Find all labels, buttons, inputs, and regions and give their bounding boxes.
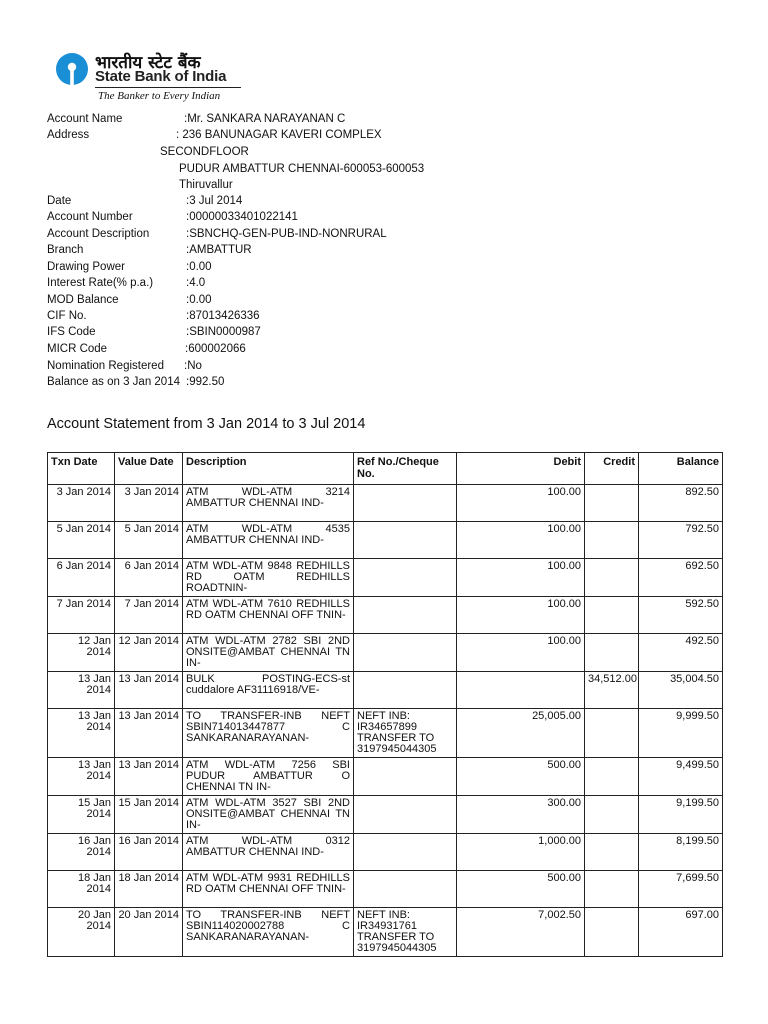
col-debit: Debit [457,453,585,485]
credit-cell [585,485,639,522]
col-txn-date: Txn Date [48,453,115,485]
nomination-value: :No [184,360,202,372]
description-cell: BULK POSTING-ECS-st cuddalore AF31116918/VE- [183,672,354,709]
balance-cell: 7,699.50 [639,871,723,908]
txn-date-cell: 6 Jan 2014 [48,559,115,597]
ref-cell [354,758,457,796]
ref-cell [354,672,457,709]
description-cell: ATM WDL-ATM 7610 REDHILLS RD OATM CHENNAI OFF TNIN- [183,597,354,634]
debit-cell [457,672,585,709]
table-header-row [48,453,723,485]
bank-logo [55,50,255,102]
ref-cell: NEFT INB: IR34657899 TRANSFER TO 3197945044305 [354,709,457,758]
ref-cell [354,796,457,834]
table-row [48,871,723,908]
description-cell: TO TRANSFER-INB NEFT SBIN114020002788 C SANKARANARAYANAN- [183,908,354,957]
txn-date-cell: 13 Jan 2014 [48,758,115,796]
balance-cell: 892.50 [639,485,723,522]
balance-cell: 35,004.50 [639,672,723,709]
txn-date-cell: 20 Jan 2014 [48,908,115,957]
table-row [48,634,723,672]
txn-date-cell: 7 Jan 2014 [48,597,115,634]
txn-date-cell: 13 Jan 2014 [48,672,115,709]
balance-cell: 9,199.50 [639,796,723,834]
debit-cell: 1,000.00 [457,834,585,871]
ref-cell [354,485,457,522]
credit-cell [585,834,639,871]
drawing-power-value: :0.00 [186,261,212,273]
txn-date-cell: 5 Jan 2014 [48,522,115,559]
debit-cell: 25,005.00 [457,709,585,758]
address-line-4: Thiruvallur [179,179,233,191]
value-date-cell: 12 Jan 2014 [115,634,183,672]
address-label: Address [47,129,90,141]
account-name-label: Account Name [47,113,123,125]
address-line-2: SECONDFLOOR [160,146,249,158]
credit-cell [585,709,639,758]
bank-name: State Bank of India [95,68,227,85]
col-value-date: Value Date [115,453,183,485]
description-cell: ATM WDL-ATM 4535 AMBATTUR CHENNAI IND- [183,522,354,559]
ifs-label: IFS Code [47,326,96,338]
description-cell: ATM WDL-ATM 7256 SBI PUDUR AMBATTUR O CHENNAI TN IN- [183,758,354,796]
logo-divider [95,87,241,88]
credit-cell [585,559,639,597]
description-cell: ATM WDL-ATM 2782 SBI 2ND ONSITE@AMBAT CHENNAI TN IN- [183,634,354,672]
balance-cell: 792.50 [639,522,723,559]
value-date-cell: 13 Jan 2014 [115,709,183,758]
opening-balance-label: Balance as on 3 Jan 2014 [47,376,180,388]
credit-cell [585,796,639,834]
balance-cell: 692.50 [639,559,723,597]
ref-cell: NEFT INB: IR34931761 TRANSFER TO 3197945044305 [354,908,457,957]
description-cell: ATM WDL-ATM 3527 SBI 2ND ONSITE@AMBAT CHENNAI TN IN- [183,796,354,834]
value-date-cell: 13 Jan 2014 [115,758,183,796]
account-name-value: :Mr. SANKARA NARAYANAN C [184,113,346,125]
account-description-value: :SBNCHQ-GEN-PUB-IND-NONRURAL [186,228,387,240]
micr-label: MICR Code [47,343,108,355]
balance-cell: 9,999.50 [639,709,723,758]
table-row [48,597,723,634]
debit-cell: 100.00 [457,597,585,634]
mod-balance-label: MOD Balance [47,294,119,306]
col-ref: Ref No./Cheque No. [354,453,457,485]
ref-cell [354,634,457,672]
col-balance: Balance [639,453,723,485]
txn-date-cell: 16 Jan 2014 [48,834,115,871]
balance-cell: 492.50 [639,634,723,672]
ref-cell [354,597,457,634]
opening-balance-value: :992.50 [186,376,225,388]
account-number-label: Account Number [47,211,133,223]
mod-balance-value: :0.00 [186,294,212,306]
address-line-1: : 236 BANUNAGAR KAVERI COMPLEX [176,129,382,141]
table-row [48,672,723,709]
debit-cell: 500.00 [457,758,585,796]
debit-cell: 7,002.50 [457,908,585,957]
bank-name-hindi: भारतीय स्टेट बैंक [95,53,201,73]
debit-cell: 100.00 [457,485,585,522]
debit-cell: 300.00 [457,796,585,834]
interest-rate-value: :4.0 [186,277,206,289]
value-date-cell: 16 Jan 2014 [115,834,183,871]
value-date-cell: 15 Jan 2014 [115,796,183,834]
sbi-logo-icon [55,52,89,86]
micr-value: :600002066 [185,343,246,355]
credit-cell [585,522,639,559]
col-credit: Credit [585,453,639,485]
date-value: :3 Jul 2014 [186,195,243,207]
table-row [48,559,723,597]
description-cell: ATM WDL-ATM 0312 AMBATTUR CHENNAI IND- [183,834,354,871]
statement-title: Account Statement from 3 Jan 2014 to 3 Jul 2014 [47,416,366,432]
credit-cell: 34,512.00 [585,672,639,709]
value-date-cell: 7 Jan 2014 [115,597,183,634]
credit-cell [585,634,639,672]
address-line-3: PUDUR AMBATTUR CHENNAI-600053-600053 [179,163,425,175]
debit-cell: 500.00 [457,871,585,908]
account-description-label: Account Description [47,228,150,240]
txn-date-cell: 13 Jan 2014 [48,709,115,758]
transactions-table [47,452,723,957]
ref-cell [354,871,457,908]
balance-cell: 697.00 [639,908,723,957]
credit-cell [585,758,639,796]
ref-cell [354,522,457,559]
value-date-cell: 20 Jan 2014 [115,908,183,957]
txn-date-cell: 3 Jan 2014 [48,485,115,522]
cif-label: CIF No. [47,310,87,322]
txn-date-cell: 18 Jan 2014 [48,871,115,908]
table-row [48,834,723,871]
ref-cell [354,834,457,871]
balance-cell: 8,199.50 [639,834,723,871]
col-description: Description [183,453,354,485]
table-row [48,796,723,834]
credit-cell [585,597,639,634]
branch-value: :AMBATTUR [186,244,252,256]
date-label: Date [47,195,72,207]
txn-date-cell: 12 Jan 2014 [48,634,115,672]
ref-cell [354,559,457,597]
txn-date-cell: 15 Jan 2014 [48,796,115,834]
table-row [48,522,723,559]
table-row [48,709,723,758]
debit-cell: 100.00 [457,559,585,597]
value-date-cell: 6 Jan 2014 [115,559,183,597]
description-cell: ATM WDL-ATM 9931 REDHILLS RD OATM CHENNAI OFF TNIN- [183,871,354,908]
value-date-cell: 3 Jan 2014 [115,485,183,522]
nomination-label: Nomination Registered [47,360,164,372]
description-cell: ATM WDL-ATM 3214 AMBATTUR CHENNAI IND- [183,485,354,522]
debit-cell: 100.00 [457,634,585,672]
balance-cell: 9,499.50 [639,758,723,796]
value-date-cell: 18 Jan 2014 [115,871,183,908]
description-cell: ATM WDL-ATM 9848 REDHILLS RD OATM REDHILLS ROADTNIN- [183,559,354,597]
table-row [48,758,723,796]
debit-cell: 100.00 [457,522,585,559]
bank-tagline: The Banker to Every Indian [98,90,221,102]
balance-cell: 592.50 [639,597,723,634]
credit-cell [585,908,639,957]
drawing-power-label: Drawing Power [47,261,125,273]
credit-cell [585,871,639,908]
table-row [48,908,723,957]
interest-rate-label: Interest Rate(% p.a.) [47,277,154,289]
value-date-cell: 5 Jan 2014 [115,522,183,559]
description-cell: TO TRANSFER-INB NEFT SBIN714013447877 C SANKARANARAYANAN- [183,709,354,758]
ifs-value: :SBIN0000987 [186,326,261,338]
cif-value: :87013426336 [186,310,260,322]
account-number-value: :00000033401022141 [186,211,298,223]
value-date-cell: 13 Jan 2014 [115,672,183,709]
table-row [48,485,723,522]
branch-label: Branch [47,244,84,256]
